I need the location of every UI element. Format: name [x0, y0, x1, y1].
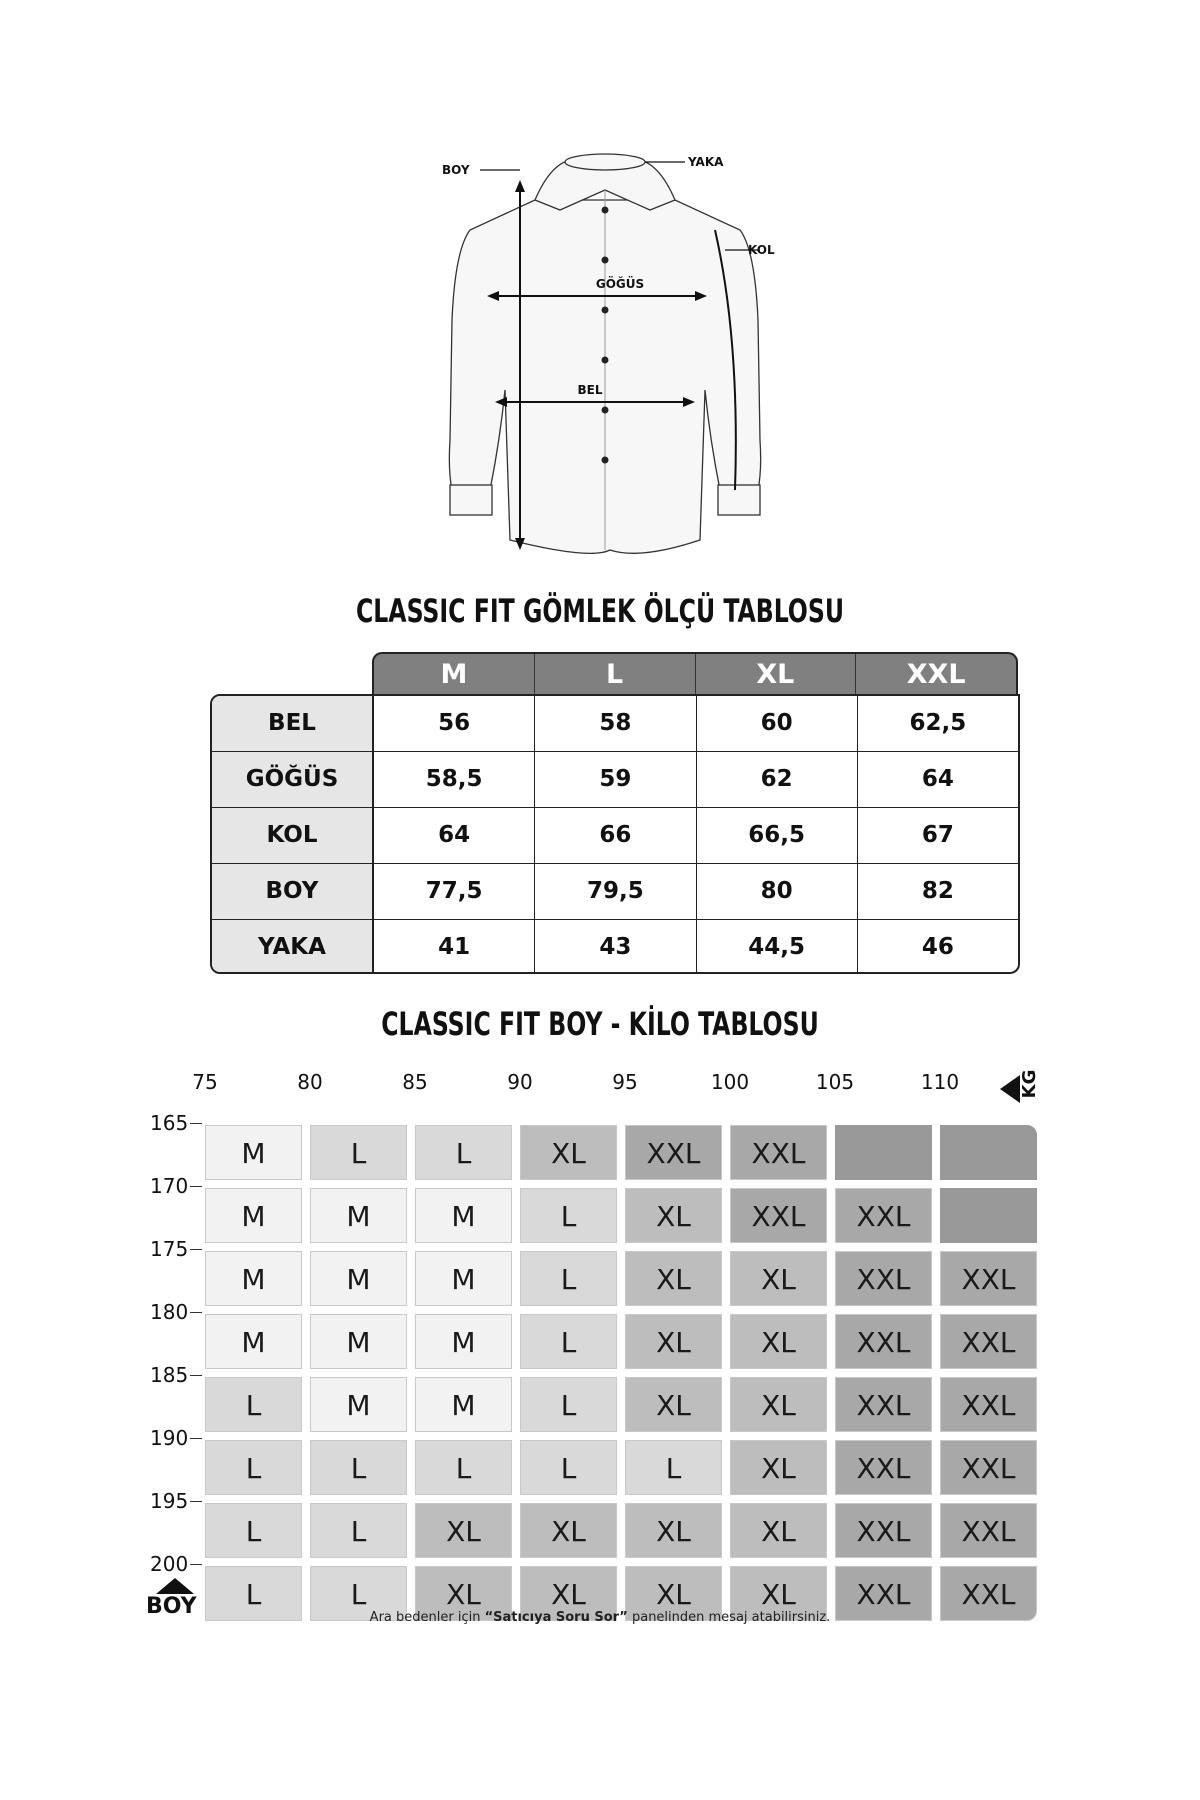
size-cell: XL [625, 1251, 722, 1306]
measure-table [210, 652, 1020, 974]
measure-row [212, 808, 1018, 864]
size-cell: XL [730, 1377, 827, 1432]
size-cell: XXL [835, 1314, 932, 1369]
label-yaka: YAKA [688, 155, 724, 169]
measure-cell: 77,5 [374, 864, 535, 919]
kg-tick-label: 100 [710, 1070, 750, 1094]
size-cell: XXL [835, 1566, 932, 1621]
kg-tick-label: 75 [192, 1070, 218, 1094]
size-cell: L [205, 1377, 302, 1432]
measure-row-label: YAKA [212, 920, 374, 974]
measure-cell: 58 [535, 696, 696, 751]
kg-tick-label: 105 [815, 1070, 855, 1094]
footnote-before: Ara bedenler için [369, 1610, 485, 1625]
measure-cell: 60 [697, 696, 858, 751]
boy-kilo-title: CLASSIC FIT BOY - KİLO TABLOSU [381, 1005, 819, 1043]
measure-row [212, 696, 1018, 752]
measure-cell: 56 [374, 696, 535, 751]
kg-tick-label: 80 [297, 1070, 323, 1094]
size-cell: XXL [730, 1125, 827, 1180]
size-cell: L [205, 1566, 302, 1621]
measure-row [212, 752, 1018, 808]
size-cell: M [415, 1188, 512, 1243]
boy-tick-label: 190 [150, 1426, 189, 1450]
measure-cell: 80 [697, 864, 858, 919]
size-cell: L [415, 1440, 512, 1495]
size-cell: XL [730, 1314, 827, 1369]
size-cell: XL [415, 1503, 512, 1558]
footnote-bold: “Satıcıya Soru Sor” [484, 1610, 628, 1625]
kg-tick-label: 95 [612, 1070, 638, 1094]
label-gogus: GÖĞÜS [595, 277, 645, 291]
size-cell: XXL [835, 1503, 932, 1558]
footnote [0, 1610, 1200, 1625]
size-cell: L [520, 1314, 617, 1369]
boy-tick-label: 180 [150, 1300, 189, 1324]
size-cell: XL [520, 1125, 617, 1180]
size-cell: M [310, 1314, 407, 1369]
size-cell: XXL [940, 1440, 1037, 1495]
size-cell: XXL [835, 1251, 932, 1306]
boy-tick-mark [190, 1249, 202, 1250]
size-cell: XL [415, 1566, 512, 1621]
measure-cell: 58,5 [374, 752, 535, 807]
measure-cell: 59 [535, 752, 696, 807]
boy-axis-label: BOY [146, 1594, 197, 1619]
measure-cell: 66 [535, 808, 696, 863]
measure-row-label: KOL [212, 808, 374, 863]
size-cell: L [310, 1503, 407, 1558]
size-cell: M [310, 1188, 407, 1243]
measure-cell: 46 [921, 934, 954, 960]
size-cell: XL [625, 1566, 722, 1621]
size-cell: XL [625, 1503, 722, 1558]
kg-tick-label: 85 [402, 1070, 428, 1094]
size-header-m: M [374, 654, 535, 694]
boy-tick-mark [190, 1501, 202, 1502]
boy-tick-mark [190, 1438, 202, 1439]
size-cell: XXL [940, 1377, 1037, 1432]
measure-cell: 41 [374, 920, 535, 974]
size-cell: L [205, 1503, 302, 1558]
size-cell: L [310, 1566, 407, 1621]
size-cell: XXL [940, 1251, 1037, 1306]
size-cell: XL [730, 1440, 827, 1495]
measure-cell: 44,5 [697, 920, 858, 974]
size-cell: M [205, 1314, 302, 1369]
size-cell: M [310, 1377, 407, 1432]
size-cell: XL [730, 1503, 827, 1558]
measure-table-header [372, 652, 1018, 694]
boy-tick-mark [190, 1186, 202, 1187]
size-cell [940, 1125, 1037, 1180]
size-cell: XL [625, 1377, 722, 1432]
size-cell [940, 1188, 1037, 1243]
measure-cell: 64 [921, 766, 954, 792]
boy-tick-label: 175 [150, 1237, 189, 1261]
size-cell: L [520, 1377, 617, 1432]
shirt-diagram [440, 140, 780, 570]
size-cell: XXL [730, 1188, 827, 1243]
measure-row [212, 920, 1018, 974]
boy-tick-label: 195 [150, 1489, 189, 1513]
size-cell: XL [625, 1314, 722, 1369]
size-cell: XXL [940, 1566, 1037, 1621]
measure-cell: 82 [921, 878, 954, 904]
measure-cell: 66,5 [697, 808, 858, 863]
size-cell: L [415, 1125, 512, 1180]
size-cell: L [520, 1188, 617, 1243]
size-cell [835, 1125, 932, 1180]
measure-table-title: CLASSIC FIT GÖMLEK ÖLÇÜ TABLOSU [355, 592, 845, 630]
boy-tick-mark [190, 1123, 202, 1124]
boy-arrow-icon [156, 1578, 194, 1594]
kg-tick-label: 110 [920, 1070, 960, 1094]
size-cell: XL [625, 1188, 722, 1243]
boy-tick-label: 165 [150, 1111, 189, 1135]
size-cell: M [415, 1377, 512, 1432]
size-cell: L [205, 1440, 302, 1495]
size-cell: XL [730, 1566, 827, 1621]
label-bel: BEL [577, 383, 603, 397]
size-cell: XXL [625, 1125, 722, 1180]
size-cell: M [205, 1125, 302, 1180]
size-cell: M [310, 1251, 407, 1306]
size-cell: M [415, 1251, 512, 1306]
size-cell: XXL [835, 1188, 932, 1243]
size-cell: XXL [940, 1314, 1037, 1369]
size-cell: XL [520, 1566, 617, 1621]
measure-cell: 62 [697, 752, 858, 807]
label-kol: KOL [748, 243, 775, 257]
size-cell: M [415, 1314, 512, 1369]
size-cell: XL [730, 1251, 827, 1306]
measure-row-label: GÖĞÜS [212, 752, 374, 807]
measure-cell: 62,5 [909, 710, 967, 736]
measure-cell: 43 [535, 920, 696, 974]
size-cell: L [310, 1440, 407, 1495]
boy-tick-mark [190, 1375, 202, 1376]
size-cell: XL [520, 1503, 617, 1558]
size-header-xl: XL [696, 654, 857, 694]
boy-tick-label: 200 [150, 1552, 189, 1576]
boy-tick-label: 185 [150, 1363, 189, 1387]
boy-tick-label: 170 [150, 1174, 189, 1198]
measure-row-label: BEL [212, 696, 374, 751]
size-cell: M [205, 1251, 302, 1306]
size-cell: M [205, 1188, 302, 1243]
size-header-l: L [535, 654, 696, 694]
kg-axis-label: KG [1019, 1069, 1040, 1099]
boy-kilo-grid [0, 1060, 1200, 1660]
boy-tick-mark [190, 1312, 202, 1313]
footnote-after: panelinden mesaj atabilirsiniz. [627, 1610, 831, 1625]
size-cell: XXL [940, 1503, 1037, 1558]
size-cell: L [520, 1440, 617, 1495]
size-cell: L [625, 1440, 722, 1495]
label-boy: BOY [442, 163, 470, 177]
kg-tick-label: 90 [507, 1070, 533, 1094]
size-cell: L [310, 1125, 407, 1180]
measure-row-label: BOY [212, 864, 374, 919]
size-header-xxl: XXL [906, 659, 966, 690]
size-cell: XXL [835, 1440, 932, 1495]
size-cell: XXL [835, 1377, 932, 1432]
measure-cell: 67 [921, 822, 954, 848]
measure-cell: 79,5 [535, 864, 696, 919]
boy-tick-mark [190, 1564, 202, 1565]
measure-table-body [210, 694, 1020, 974]
measure-row [212, 864, 1018, 920]
size-cell: L [520, 1251, 617, 1306]
measure-cell: 64 [374, 808, 535, 863]
